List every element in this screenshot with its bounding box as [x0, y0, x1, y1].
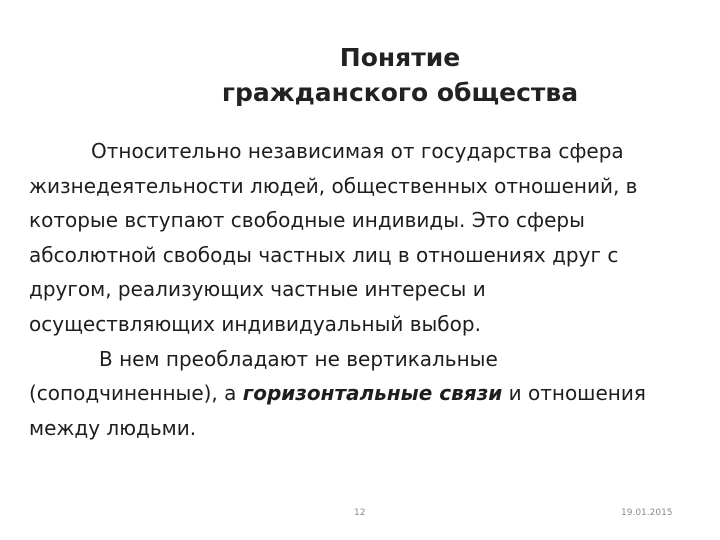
title-line-2: гражданского общества: [221, 77, 579, 107]
body-line-6: осуществляющих индивидуальный выбор.: [29, 311, 481, 336]
body-line-3: которые вступают свободные индивиды. Это сферы: [29, 208, 585, 233]
body-line-1: Относительно независимая от государства сфера: [91, 139, 624, 163]
title-line-1: Понятие: [339, 43, 461, 72]
emphasized-term: горизонтальные связи: [242, 381, 503, 406]
para2-line-3: между людьми.: [29, 415, 197, 440]
body-line-5: другом, реализующих частные интересы и: [29, 277, 486, 302]
para2-line-2: [29, 376, 719, 411]
page-number: 12: [354, 508, 366, 518]
slide-title: [170, 36, 630, 105]
body-line-4: абсолютной свободы частных лиц в отношениях друг с: [29, 242, 619, 267]
para2-line-2-end: и отношения: [502, 381, 646, 406]
para2-line-1: В нем преобладают не вертикальные: [99, 346, 498, 371]
para2-line-2-start: (соподчиненные), а: [29, 381, 243, 406]
body-line-2: жизнедеятельности людей, общественных отношений, в: [29, 173, 638, 198]
footer-date: 19.01.2015: [621, 508, 673, 518]
slide-body: [29, 134, 719, 445]
